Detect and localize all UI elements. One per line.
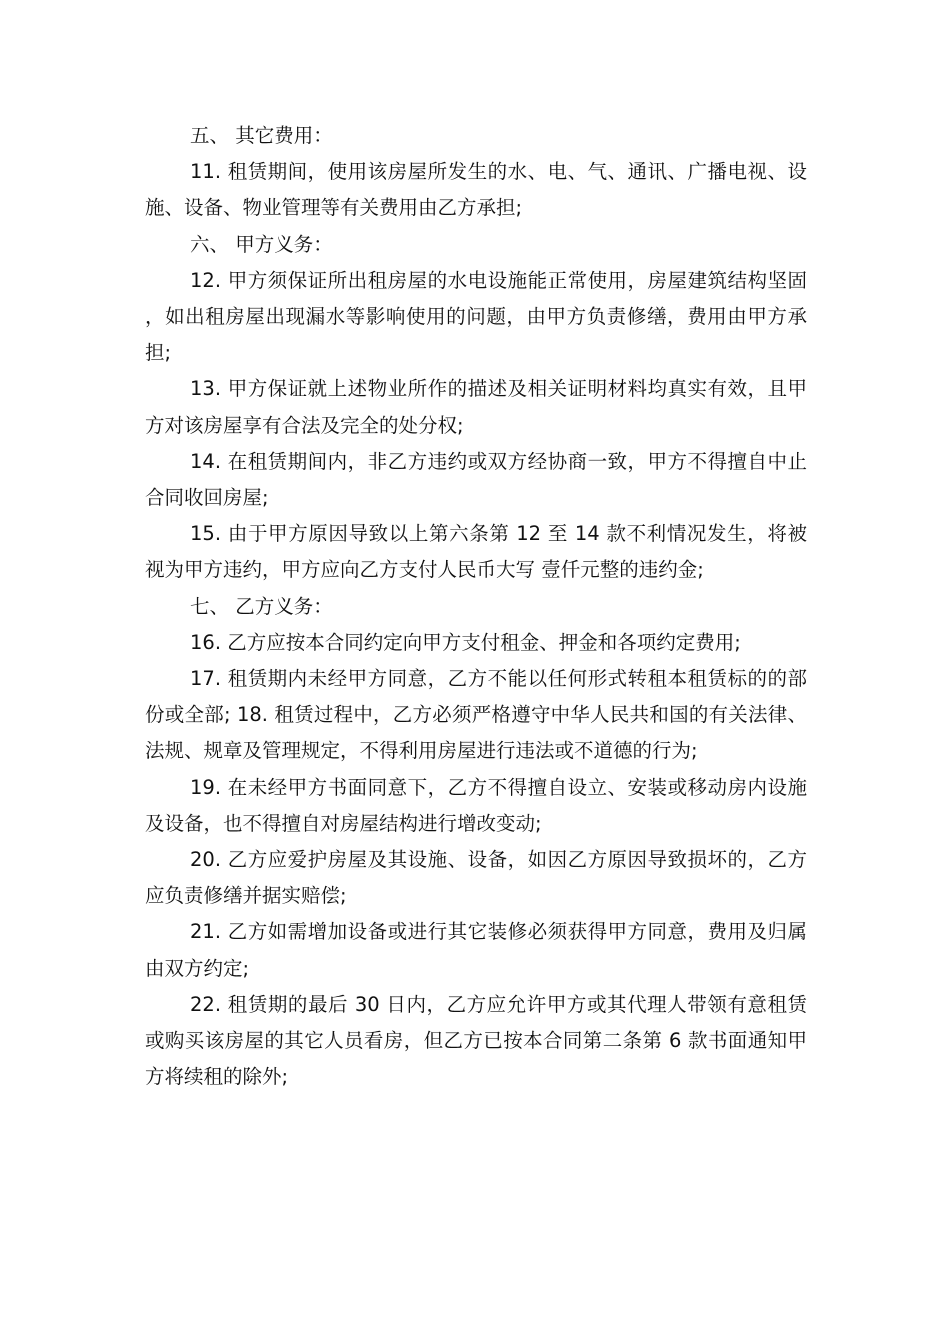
clause-12: 12. 甲方须保证所出租房屋的水电设施能正常使用，房屋建筑结构坚固，如出租房屋出现漏水等影响使用的问题，由甲方负责修缮，费用由甲方承担; (145, 268, 807, 365)
clause-19: 19. 在未经甲方书面同意下，乙方不得擅自设立、安装或移动房内设施及设备，也不得擅自对房屋结构进行增改变动; (145, 775, 807, 835)
clause-13: 13. 甲方保证就上述物业所作的描述及相关证明材料均真实有效，且甲方对该房屋享有合法及完全的处分权; (145, 377, 807, 437)
clause-17-18: 17. 租赁期内未经甲方同意，乙方不能以任何形式转租本租赁标的的部份或全部; 18. 租赁过程中，乙方必须严格遵守中华人民共和国的有关法律、法规、规章及管理规定，不得利用房屋进行违法或不道德的行为; (145, 667, 807, 763)
clause-14: 14. 在租赁期间内，非乙方违约或双方经协商一致，甲方不得擅自中止合同收回房屋; (145, 449, 807, 510)
contract-body (145, 118, 807, 1095)
clause-16: 16. 乙方应按本合同约定向甲方支付租金、押金和各项约定费用; (190, 630, 741, 654)
section-heading-party-b-obligations: 七、 乙方义务： (190, 594, 333, 618)
section-heading-party-a-obligations: 六、 甲方义务： (190, 232, 333, 256)
clause-20: 20. 乙方应爱护房屋及其设施、设备，如因乙方原因导致损坏的，乙方应负责修缮并据实赔偿; (145, 848, 807, 908)
clause-15: 15. 由于甲方原因导致以上第六条第 12 至 14 款不利情况发生，将被视为甲方违约，甲方应向乙方支付人民币大写 壹仟元整的违约金; (145, 522, 807, 582)
clause-21: 21. 乙方如需增加设备或进行其它装修必须获得甲方同意，费用及归属由双方约定; (145, 920, 807, 980)
clause-11: 11. 租赁期间，使用该房屋所发生的水、电、气、通讯、广播电视、设施、设备、物业管理等有关费用由乙方承担; (145, 160, 807, 220)
section-heading-other-fees: 五、 其它费用： (190, 124, 333, 147)
clause-22: 22. 租赁期的最后 30 日内，乙方应允许甲方或其代理人带领有意租赁或购买该房屋的其它人员看房，但乙方已按本合同第二条第 6 款书面通知甲方将续租的除外; (145, 992, 807, 1089)
